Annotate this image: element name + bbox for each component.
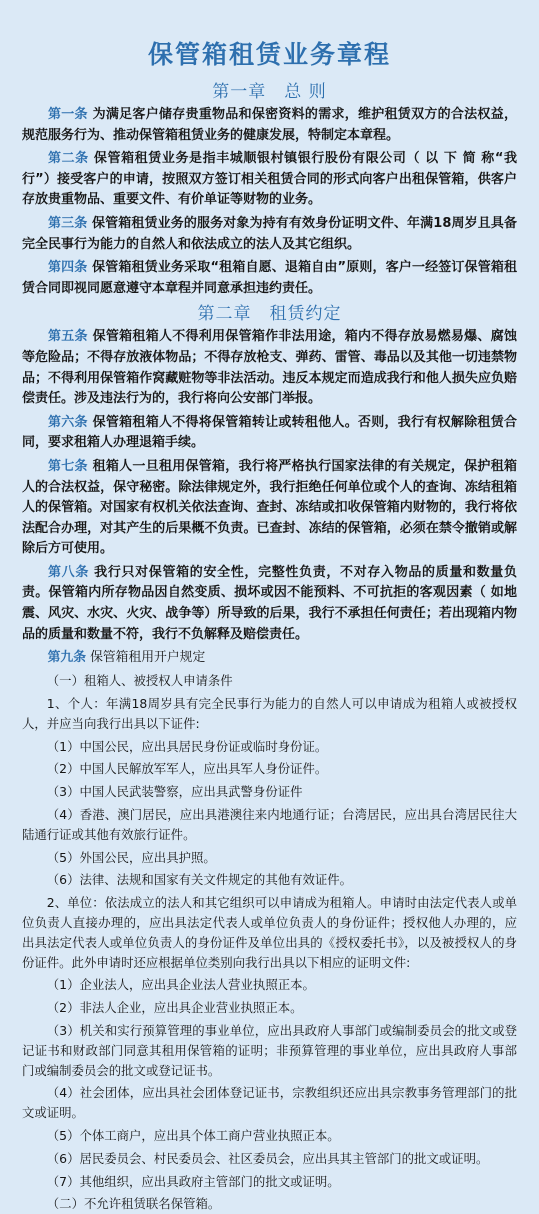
list-item: （1）中国公民，应出具居民身份证或临时身份证。 bbox=[46, 738, 328, 754]
list-item: （二）不允许租赁联名保管箱。 bbox=[46, 1196, 221, 1212]
chapter-heading-2: 第二章 租赁约定 bbox=[197, 304, 342, 325]
article-3 bbox=[22, 214, 517, 255]
list-item: （6）居民委员会、村民委员会、社区委员会，应出具其主管部门的批文或证明。 bbox=[46, 1150, 489, 1166]
article-number: 第四条 bbox=[48, 260, 88, 276]
article-text: 为满足客户储存贵重物品和保密资料的需求，维护租赁双方的合法权益，规范服务行为、推动保管箱租赁业务的健康发展，特制定本章程。 bbox=[22, 107, 517, 143]
article-number: 第三条 bbox=[48, 215, 88, 231]
chapter-heading-1: 第一章 总 则 bbox=[212, 82, 327, 102]
article-2 bbox=[22, 149, 517, 211]
list-item: （6）法律、法规和国家有关文件规定的其他有效证件。 bbox=[46, 872, 353, 888]
article-number: 第六条 bbox=[48, 414, 88, 430]
article-6 bbox=[22, 413, 517, 454]
article-text: 保管箱租赁业务采取“租箱自愿、退箱自由”原则，客户一经签订保管箱租赁合同即视同愿意遵守本章程并同意承担违约责任。 bbox=[22, 260, 517, 296]
article-7 bbox=[22, 457, 517, 560]
article-text: 租箱人一旦租用保管箱，我行将严格执行国家法律的有关规定，保护租箱人的合法权益，保守秘密。除法律规定外，我行拒绝任何单位或个人的查询、冻结租箱人的保管箱。对国家有权机关依法查询、查封、冻结或扣收保管箱内财物的，我行将依法配合办理，对其产生的后果概不负责。已查封、冻结的保管箱，必须在禁令撤销或解除后方可使用。 bbox=[22, 458, 517, 557]
list-item: （5）外国公民，应出具护照。 bbox=[46, 849, 216, 865]
article-number: 第五条 bbox=[48, 329, 88, 345]
list-item: （5）个体工商户，应出具个体工商户营业执照正本。 bbox=[46, 1127, 340, 1143]
list-item: （2）中国人民解放军军人，应出具军人身份证件。 bbox=[46, 761, 328, 777]
article-text: 保管箱租用开户规定 bbox=[90, 650, 206, 666]
article-number: 第八条 bbox=[48, 564, 89, 580]
article-number: 第一条 bbox=[48, 107, 88, 122]
article-text: 我行只对保管箱的安全性，完整性负责，不对存入物品的质量和数量负责。保管箱内所存物品因自然变质、损坏或因不能预料、不可抗拒的客观因素（ 如地震、风灾、水灾、火灾、战争等）所导致的后果，我行不承担任何责任；若出现箱内物品的质量和数量不符，我行不负解释及赔偿责任。 bbox=[22, 564, 517, 642]
list-item: 2、单位：依法成立的法人和其它组织可以申请成为租箱人。申请时由法定代表人或单位负责人直接办理的，应出具法定代表人或单位负责人的身份证件；授权他人办理的，应出具法定代表人或单位负责人的身份证件及单位出具的《授权委托书》，以及被授权人的身份证件。此外申请时还应根据单位类别向我行出具以下相应的证明文件: bbox=[22, 895, 517, 970]
article-number: 第七条 bbox=[48, 458, 88, 474]
list-item: （4）香港、澳门居民，应出具港澳往来内地通行证；台湾居民，应出具台湾居民往大陆通行证或其他有效旅行证件。 bbox=[22, 807, 517, 842]
article-9 bbox=[22, 648, 517, 668]
article-text: 保管箱租箱人不得将保管箱转让或转租他人。否则，我行有权解除租赁合同，要求租箱人办理退箱手续。 bbox=[22, 414, 517, 451]
list-item: 1、个人：年满18周岁具有完全民事行为能力的自然人可以申请成为租箱人或被授权人，并应当向我行出具以下证件: bbox=[22, 696, 517, 731]
list-item: （一）租箱人、被授权人申请条件 bbox=[46, 673, 233, 689]
document-title: 保管箱租赁业务章程 bbox=[147, 40, 391, 69]
article-number: 第二条 bbox=[48, 151, 89, 167]
list-item: （3）中国人民武装警察，应出具武警身份证件 bbox=[46, 784, 303, 800]
list-item: （2）非法人企业，应出具企业营业执照正本。 bbox=[46, 1000, 303, 1016]
article-1 bbox=[22, 105, 517, 146]
article-4 bbox=[22, 258, 517, 299]
article-5 bbox=[22, 327, 517, 409]
article-8 bbox=[22, 563, 517, 645]
article-text: 保管箱租赁业务是指丰城顺银村镇银行股份有限公司（ 以 下 简 称“我行”）接受客户的申请，按照双方签订相关租赁合同的形式向客户出租保管箱，供客户存放贵重物品、重要文件、有价单证等财物的业务。 bbox=[22, 151, 517, 208]
article-text: 保管箱租箱人不得利用保管箱作非法用途，箱内不得存放易燃易爆、腐蚀等危险品；不得存放液体物品；不得存放枪支、弹药、雷管、毒品以及其他一切违禁物品；不得利用保管箱作窝藏赃物等非法活动。违反本规定而造成我行和他人损失应负赔偿责任。涉及违法行为的，我行将向公安部门举报。 bbox=[22, 329, 517, 407]
list-item: （7）其他组织，应出具政府主管部门的批文或证明。 bbox=[46, 1173, 340, 1189]
article-text: 保管箱租赁业务的服务对象为持有有效身份证明文件、年满18周岁且具备完全民事行为能力的自然人和依法成立的法人及其它组织。 bbox=[22, 215, 517, 252]
list-item: （1）企业法人，应出具企业法人营业执照正本。 bbox=[46, 977, 315, 993]
list-item: （4）社会团体，应出具社会团体登记证书，宗教组织还应出具宗教事务管理部门的批文或证明。 bbox=[22, 1085, 517, 1121]
list-item: （3）机关和实行预算管理的事业单位，应出具政府人事部门或编制委员会的批文或登记证书和财政部门同意其租用保管箱的证明；非预算管理的事业单位，应出具政府人事部门或编制委员会的批文或登记证书。 bbox=[22, 1023, 517, 1078]
article-number: 第九条 bbox=[47, 650, 86, 666]
